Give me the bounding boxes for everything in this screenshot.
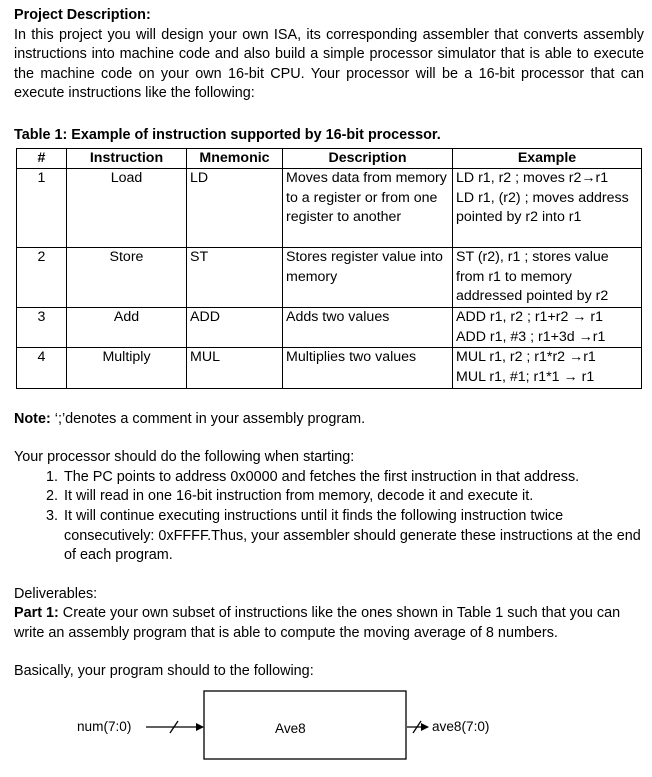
basically-text: Basically, your program should to the following: <box>14 663 314 680</box>
header-instruction: Instruction <box>67 148 187 169</box>
note-text: ‘;’denotes a comment in your assembly program. <box>50 410 366 427</box>
note-label: Note: <box>14 410 51 427</box>
instruction-table <box>16 148 642 389</box>
row-description: Multiplies two values <box>283 348 453 388</box>
project-title: Project Description: <box>14 7 151 23</box>
row-instruction: Load <box>67 169 187 248</box>
header-num: # <box>17 148 67 169</box>
header-example: Example <box>453 148 642 169</box>
table-row <box>17 348 642 388</box>
table-header-row <box>17 148 642 169</box>
example-line: ADD r1, r2 ; r1+r2 → r1 <box>456 309 604 326</box>
row-instruction: Add <box>67 308 187 348</box>
example-line: ADD r1, #3 ; r1+3d →r1 <box>456 328 606 345</box>
part1-label: Part 1: <box>14 605 59 622</box>
example-line: LD r1, (r2) ; moves address pointed by r2 into r1 <box>456 189 629 226</box>
starting-intro: Your processor should do the following when starting: <box>14 449 355 466</box>
list-item: 2. It will read in one 16-bit instruction from memory, decode it and execute it. <box>62 487 644 507</box>
row-example <box>453 308 642 348</box>
row-example <box>453 348 642 388</box>
row-instruction: Multiply <box>67 348 187 388</box>
header-mnemonic: Mnemonic <box>187 148 283 169</box>
block-label: Ave8 <box>275 721 306 736</box>
row-instruction: Store <box>67 248 187 308</box>
row-description: Moves data from memory to a register or from one register to another <box>283 169 453 248</box>
table-caption: Table 1: Example of instruction supported by 16-bit processor. <box>14 126 441 143</box>
table-row <box>17 308 642 348</box>
row-num: 4 <box>17 348 67 388</box>
row-num: 1 <box>17 169 67 248</box>
list-item: 3. It will continue executing instructions until it finds the following instruction twice consecutively: 0xFFFF.Thus, your assembler should generate these instructions at the end of each program. <box>62 507 644 566</box>
part1-text: Create your own subset of instructions like the ones shown in Table 1 such that you can write an assembly program that is able to compute the moving average of 8 numbers. <box>14 605 621 641</box>
row-description: Stores register value into memory <box>283 248 453 308</box>
table-row <box>17 248 642 308</box>
example-line: MUL r1, r2 ; r1*r2 →r1 <box>456 349 596 366</box>
project-intro: In this project you will design your own ISA, its corresponding assembler that converts assembly instructions into machine code and also build a simple processor simulator that is able to execute the machine code on your own 16-bit CPU. Your processor will be a 16-bit processor that can execute instructions like the following: <box>14 26 644 102</box>
starting-steps <box>14 468 644 566</box>
document-page <box>14 6 644 682</box>
part1-paragraph <box>14 604 644 643</box>
example-line: LD r1, r2 ; moves r2→r1 <box>456 170 609 187</box>
input-label: num(7:0) <box>77 719 132 734</box>
row-num: 2 <box>17 248 67 308</box>
ave8-block-diagram <box>0 683 652 763</box>
row-num: 3 <box>17 308 67 348</box>
deliverables-label: Deliverables: <box>14 585 98 602</box>
row-mnemonic: ST <box>187 248 283 308</box>
table-row <box>17 169 642 248</box>
list-item: 1. The PC points to address 0x0000 and fetches the first instruction in that address. <box>62 468 644 488</box>
example-line: ST (r2), r1 ; stores value from r1 to memory addressed pointed by r2 <box>456 249 609 305</box>
row-example <box>453 169 642 248</box>
output-label: ave8(7:0) <box>432 719 490 734</box>
row-example <box>453 248 642 308</box>
row-mnemonic: LD <box>187 169 283 248</box>
row-mnemonic: MUL <box>187 348 283 388</box>
row-mnemonic: ADD <box>187 308 283 348</box>
example-line: MUL r1, #1; r1*1 → r1 <box>456 368 595 385</box>
header-description: Description <box>283 148 453 169</box>
row-description: Adds two values <box>283 308 453 348</box>
note-paragraph <box>14 410 644 430</box>
